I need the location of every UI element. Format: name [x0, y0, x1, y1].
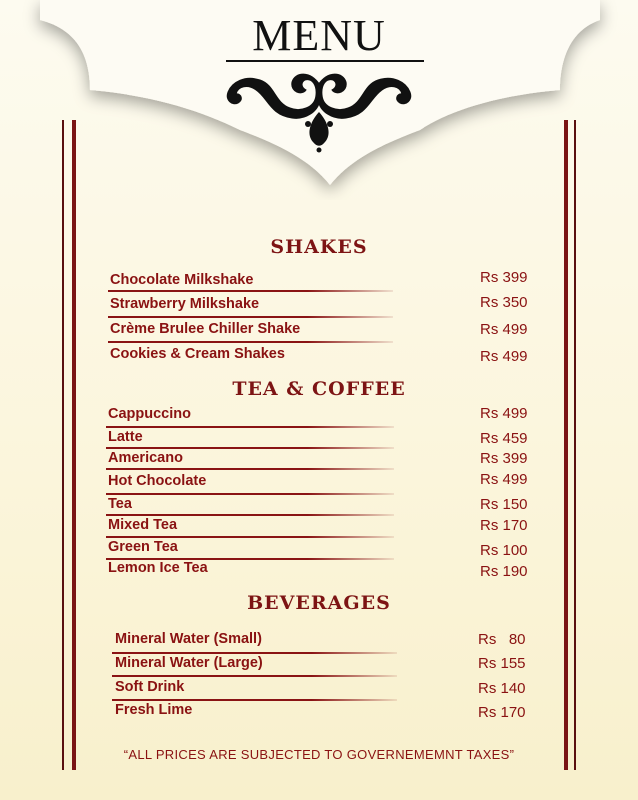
menu-item-price: Rs 399: [480, 269, 528, 286]
tax-footnote: “ALL PRICES ARE SUBJECTED TO GOVERNEMEMNT TAXES”: [123, 747, 515, 762]
menu-item-name: Chocolate Milkshake: [110, 272, 254, 288]
menu-item-name: Americano: [108, 450, 183, 466]
menu-item-name: Fresh Lime: [115, 702, 193, 718]
menu-item-name: Green Tea: [108, 539, 178, 555]
item-divider: [112, 652, 397, 654]
menu-item-price: Rs 499: [480, 321, 528, 338]
item-divider: [112, 675, 397, 677]
menu-item-name: Strawberry Milkshake: [110, 296, 260, 312]
section-title-shakes: SHAKES: [270, 236, 368, 258]
section-title-beverages: BEVERAGES: [247, 592, 391, 614]
menu-item-name: Mineral Water (Small): [115, 631, 262, 647]
menu-item-price: Rs 170: [478, 704, 526, 721]
left-border-line-thick: [72, 120, 76, 770]
item-divider: [106, 493, 394, 495]
menu-item-name: Latte: [108, 429, 143, 445]
menu-item-price: Rs 499: [480, 471, 528, 488]
item-divider: [108, 316, 393, 318]
menu-item-price: Rs 459: [480, 430, 528, 447]
menu-item-price: Rs 170: [480, 517, 528, 534]
menu-item-price: Rs 190: [480, 563, 528, 580]
item-divider: [112, 699, 397, 701]
item-divider: [108, 290, 393, 292]
menu-item-name: Mineral Water (Large): [115, 655, 263, 671]
item-divider: [106, 426, 394, 428]
menu-item-price: Rs 140: [478, 680, 526, 697]
menu-item-price: Rs 150: [480, 496, 528, 513]
menu-item-price: Rs 100: [480, 542, 528, 559]
menu-item-name: Tea: [108, 496, 132, 512]
menu-item-name: Hot Chocolate: [108, 473, 207, 489]
menu-item-price: Rs 399: [480, 450, 528, 467]
section-title-tea-coffee: TEA & COFFEE: [232, 378, 406, 400]
menu-item-name: Crème Brulee Chiller Shake: [110, 321, 301, 337]
left-border-line-thin: [62, 120, 64, 770]
menu-item-price: Rs 350: [480, 294, 528, 311]
title-underline: [226, 60, 424, 62]
item-divider: [106, 514, 394, 516]
menu-title: MENU: [252, 11, 386, 60]
menu-item-name: Cookies & Cream Shakes: [110, 346, 285, 362]
item-divider: [106, 536, 394, 538]
right-border-line-thick: [564, 120, 568, 770]
right-border-line-thin: [574, 120, 576, 770]
menu-item-price: Rs 80: [478, 631, 526, 648]
item-divider: [108, 341, 393, 343]
item-divider: [106, 468, 394, 470]
menu-item-price: Rs 499: [480, 348, 528, 365]
menu-item-price: Rs 499: [480, 405, 528, 422]
menu-item-name: Soft Drink: [115, 679, 185, 695]
menu-item-name: Cappuccino: [108, 406, 191, 422]
menu-item-name: Mixed Tea: [108, 517, 178, 533]
menu-item-price: Rs 155: [478, 655, 526, 672]
item-divider: [106, 447, 394, 449]
menu-item-name: Lemon Ice Tea: [108, 560, 208, 576]
